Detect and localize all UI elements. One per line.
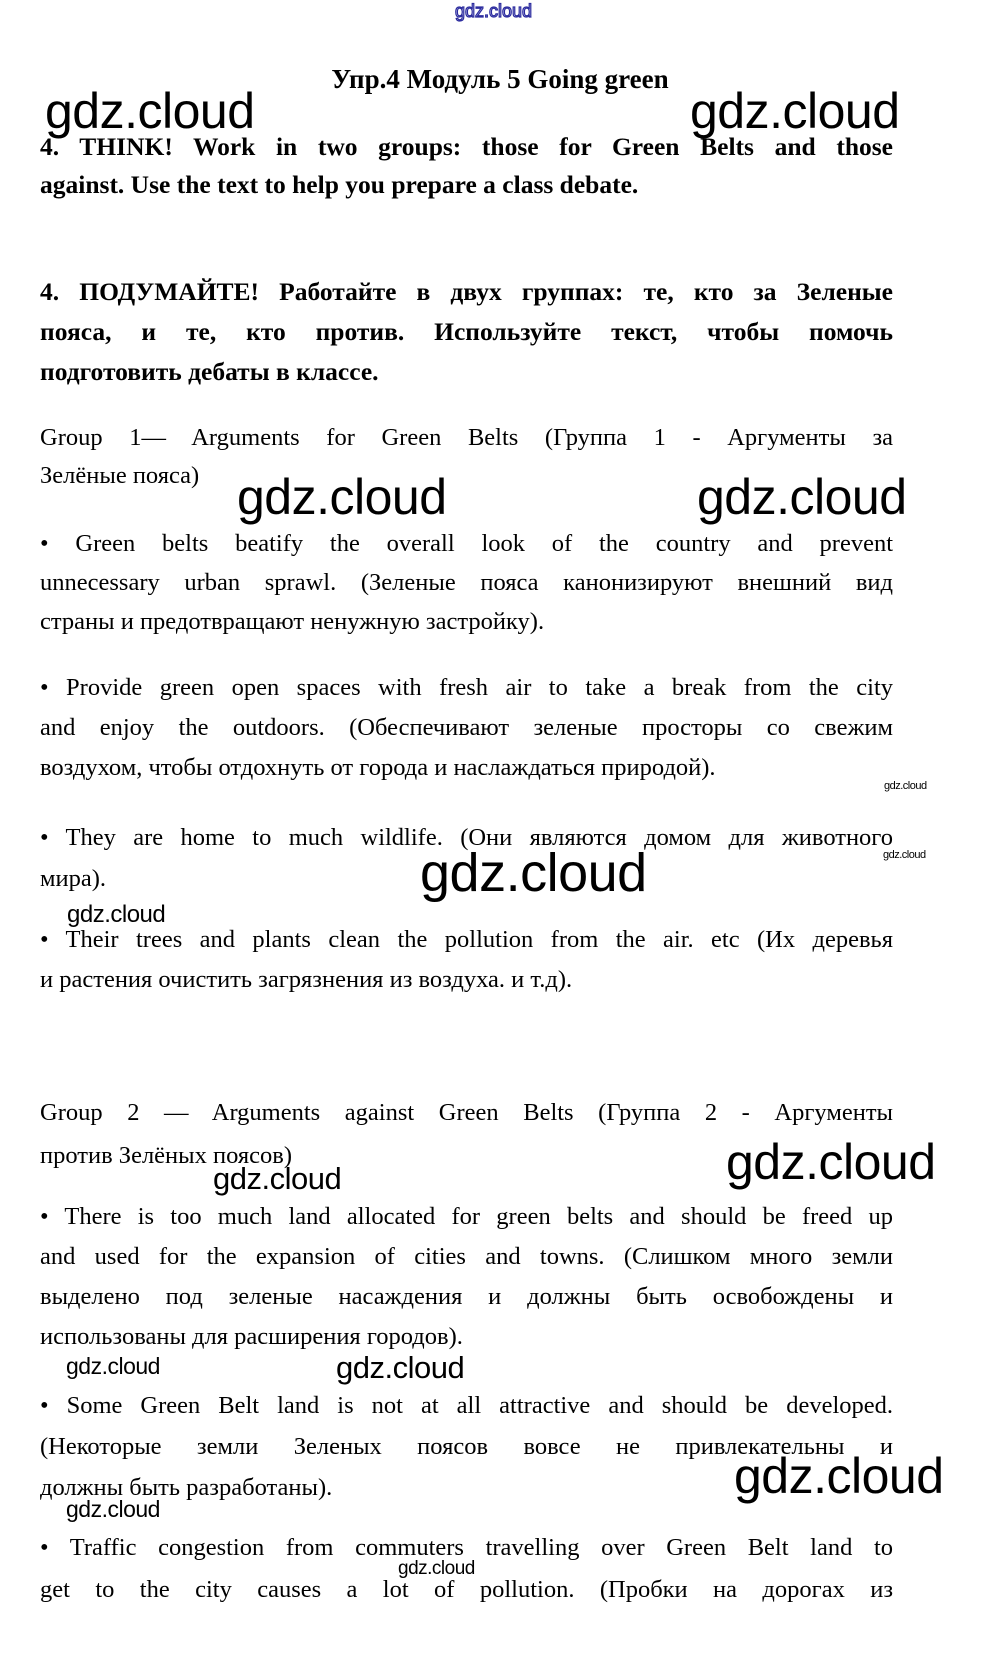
group2-bullet-3-line-1: • Traffic congestion from commuters travelling over Green Belt land to <box>40 1534 893 1561</box>
watermark-medium-1: gdz.cloud <box>67 901 166 928</box>
watermark-large-2: gdz.cloud <box>690 83 900 139</box>
group1-bullet-1-line-3: страны и предотвращают ненужную застройку). <box>40 608 545 635</box>
watermark-large-5: gdz.cloud <box>726 1134 936 1190</box>
group2-bullet-1-line-1: • There is too much land allocated for green belts and should be freed up <box>40 1203 893 1230</box>
watermark-medium-2: gdz.cloud <box>213 1161 342 1196</box>
group2-bullet-2-line-1: • Some Green Belt land is not at all attractive and should be developed. <box>40 1392 893 1419</box>
watermark-large-1: gdz.cloud <box>45 83 255 139</box>
group1-bullet-3-line-1: • They are home to much wildlife. (Они являются домом для животного <box>40 824 893 851</box>
group1-bullet-1-line-2: unnecessary urban sprawl. (Зеленые пояса канонизируют внешний вид <box>40 569 893 596</box>
watermark-medium-3: gdz.cloud <box>66 1353 160 1379</box>
group1-bullet-2 <box>40 668 893 788</box>
group1-bullet-4-line-2: и растения очистить загрязнения из воздуха. и т.д). <box>40 966 573 993</box>
task-en-bold-line-2: against. Use the text to help you prepare a class debate. <box>40 170 639 199</box>
group1-bullet-1-line-1: • Green belts beatify the overall look of the country and prevent <box>40 530 893 557</box>
group2-bullet-2-line-3: должны быть разработаны). <box>40 1474 333 1501</box>
watermark-medium-4: gdz.cloud <box>336 1350 465 1385</box>
group2-bullet-1-line-4: использованы для расширения городов). <box>40 1323 463 1350</box>
task-ru-bold-line-3: подготовить дебаты в классе. <box>40 357 379 386</box>
group1-bullet-4-line-1: • Their trees and plants clean the pollution from the air. etc (Их деревья <box>40 926 893 953</box>
watermark-top-outline: gdz.cloud <box>455 1 533 21</box>
task-ru-bold <box>40 272 893 392</box>
task-en-bold-line-1: 4. THINK! Work in two groups: those for Green Belts and those <box>40 132 893 161</box>
watermark-big-center: gdz.cloud <box>420 843 647 903</box>
group2-bullet-1-line-2: and used for the expansion of cities and towns. (Слишком много земли <box>40 1243 893 1270</box>
group2-bullet-1-line-3: выделено под зеленые насаждения и должны быть освобождены и <box>40 1283 893 1310</box>
group1-bullet-2-line-1: • Provide green open spaces with fresh air to take a break from the city <box>40 674 893 701</box>
group1-heading-line-2: Зелёные пояса) <box>40 462 200 489</box>
group1-heading-line-1: Group 1— Arguments for Green Belts (Группа 1 - Аргументы за <box>40 424 893 451</box>
group1-bullet-2-line-3: воздухом, чтобы отдохнуть от города и наслаждаться природой). <box>40 754 716 781</box>
task-ru-bold-line-1: 4. ПОДУМАЙТЕ! Работайте в двух группах: те, кто за Зеленые <box>40 277 893 306</box>
group2-heading-line-2: против Зелёных поясов) <box>40 1142 293 1169</box>
watermark-large-6: gdz.cloud <box>734 1448 944 1504</box>
group1-bullet-2-line-2: and enjoy the outdoors. (Обеспечивают зеленые просторы со свежим <box>40 714 893 741</box>
page-title: Упр.4 Модуль 5 Going green <box>331 64 669 94</box>
task-ru-bold-line-2: пояса, и те, кто против. Используйте текст, чтобы помочь <box>40 317 893 346</box>
group2-bullet-1 <box>40 1197 893 1357</box>
group2-bullet-3-line-2: get to the city causes a lot of pollution. (Пробки на дорогах из <box>40 1576 893 1603</box>
watermark-tiny-1: gdz.cloud <box>884 780 927 792</box>
watermark-tiny-2: gdz.cloud <box>883 849 926 861</box>
watermark-small-center: gdz.cloud <box>398 1558 475 1579</box>
watermark-medium-5: gdz.cloud <box>66 1496 160 1522</box>
watermark-large-4: gdz.cloud <box>697 469 907 525</box>
group1-bullet-1 <box>40 524 893 641</box>
task-en-bold <box>40 128 893 204</box>
group1-bullet-4 <box>40 920 893 1000</box>
watermark-large-3: gdz.cloud <box>237 469 447 525</box>
group2-bullet-2-line-2: (Некоторые земли Зеленых поясов вовсе не привлекательны и <box>40 1433 893 1460</box>
group2-heading-line-1: Group 2 — Arguments against Green Belts (Группа 2 - Аргументы <box>40 1099 893 1126</box>
group1-bullet-3-line-2: мира). <box>40 865 107 892</box>
